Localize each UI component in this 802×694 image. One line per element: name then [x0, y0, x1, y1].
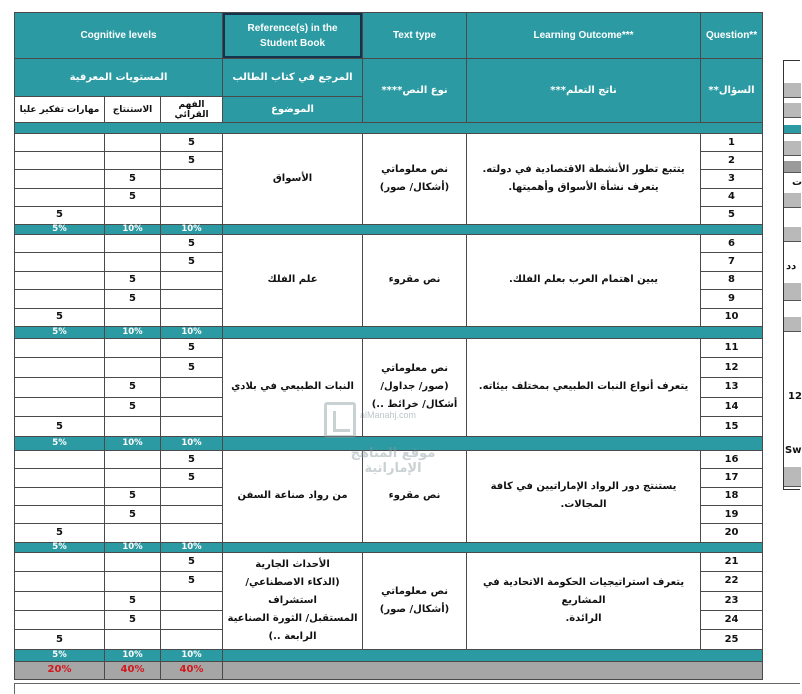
text-type-line: نص مقروء: [388, 274, 441, 286]
text-type-line: أشكال/ خرائط ..): [371, 399, 458, 411]
bottom-note-strip: [14, 683, 800, 694]
header-separator-row: [15, 123, 763, 134]
score-cell: 5: [15, 524, 105, 542]
subtotal-cell: 10%: [161, 649, 223, 661]
score-cell: 5: [105, 170, 161, 188]
adjacent-page-text: 12: [788, 391, 802, 402]
text-type-line: نص مقروء: [388, 490, 441, 502]
score-cell: [15, 358, 105, 378]
subtotal-cell: 10%: [105, 436, 161, 450]
header-cognitive-levels-ar: المستويات المعرفية: [15, 59, 223, 97]
score-cell: [15, 253, 105, 271]
grand-total-cell: 20%: [15, 661, 105, 679]
score-cell: [161, 170, 223, 188]
subtotal-filler: [223, 542, 763, 552]
grand-total-row: [15, 661, 763, 679]
score-cell: [105, 234, 161, 252]
text-type-cell: [363, 450, 467, 542]
table-row: [15, 450, 763, 468]
question-number: 16: [701, 450, 763, 468]
score-cell: [15, 338, 105, 358]
question-number: 3: [701, 170, 763, 188]
score-cell: 5: [161, 450, 223, 468]
level-header-inference: الاستنتاج: [105, 97, 161, 123]
question-number: 14: [701, 397, 763, 417]
topic-line: علم الفلك: [267, 274, 318, 286]
subtotal-cell: 5%: [15, 326, 105, 338]
question-number: 12: [701, 358, 763, 378]
score-cell: 5: [161, 338, 223, 358]
question-number: 11: [701, 338, 763, 358]
learning-outcome-line: يستنتج دور الرواد الإماراتيين في كافة المجالات.: [490, 481, 677, 511]
subtotal-cell: 10%: [105, 542, 161, 552]
subtotal-filler: [223, 326, 763, 338]
score-cell: 5: [105, 188, 161, 206]
score-cell: [105, 338, 161, 358]
question-number: 2: [701, 152, 763, 170]
header-reference-ar: المرجع في كتاب الطالب: [223, 59, 363, 97]
question-number: 13: [701, 378, 763, 398]
table-row: [15, 134, 763, 152]
topic-cell: [223, 450, 363, 542]
question-number: 21: [701, 552, 763, 571]
question-number: 9: [701, 290, 763, 308]
text-type-cell: [363, 338, 467, 436]
score-cell: [105, 469, 161, 487]
question-number: 20: [701, 524, 763, 542]
table-row: [15, 338, 763, 358]
score-cell: [15, 271, 105, 289]
header-cognitive-levels: Cognitive levels: [15, 13, 223, 59]
learning-outcome-cell: [467, 134, 701, 225]
header-reference-line: Reference(s) in the: [247, 22, 338, 34]
adjacent-page-cell: [784, 103, 801, 118]
grand-total-cell: 40%: [105, 661, 161, 679]
header-row-english: [15, 13, 763, 59]
learning-outcome-line: يتتبع تطور الأنشطة الاقتصادية في دولته.: [482, 163, 685, 175]
subtotal-cell: 10%: [161, 326, 223, 338]
subtotal-cell: 10%: [105, 326, 161, 338]
score-cell: [15, 152, 105, 170]
score-cell: [15, 134, 105, 152]
score-cell: 5: [161, 253, 223, 271]
score-cell: [161, 524, 223, 542]
text-type-line: نص معلوماتي: [381, 163, 448, 175]
score-cell: [15, 378, 105, 398]
subtotal-cell: 10%: [161, 542, 223, 552]
score-cell: [161, 610, 223, 629]
score-cell: 5: [161, 358, 223, 378]
subtotal-row: [15, 436, 763, 450]
question-number: 6: [701, 234, 763, 252]
score-cell: [105, 630, 161, 649]
score-cell: 5: [105, 397, 161, 417]
question-number: 1: [701, 134, 763, 152]
score-cell: [161, 271, 223, 289]
score-cell: [105, 450, 161, 468]
score-cell: [161, 308, 223, 326]
score-cell: [161, 487, 223, 505]
subtotal-cell: 10%: [161, 224, 223, 234]
topic-line: النبات الطبيعي في بلادي: [231, 381, 354, 393]
subtotal-cell: 10%: [105, 224, 161, 234]
score-cell: [15, 552, 105, 571]
subtotal-cell: 5%: [15, 436, 105, 450]
learning-outcome-cell: [467, 338, 701, 436]
header-reference: [223, 13, 363, 59]
header-learning-outcome: Learning Outcome***: [467, 13, 701, 59]
adjacent-page-cell: [784, 467, 801, 487]
learning-outcome-line: الرائدة.: [565, 612, 602, 624]
grand-total-cell: 40%: [161, 661, 223, 679]
score-cell: [15, 397, 105, 417]
score-cell: [15, 170, 105, 188]
question-number: 8: [701, 271, 763, 289]
subtotal-filler: [223, 224, 763, 234]
topic-cell: [223, 552, 363, 649]
score-cell: 5: [161, 469, 223, 487]
question-number: 17: [701, 469, 763, 487]
score-cell: [105, 152, 161, 170]
text-type-line: نص معلوماتي: [381, 585, 448, 597]
learning-outcome-line: يتعرف استراتيجيات الحكومة الاتحادية في المشاريع: [482, 576, 685, 606]
header-topic-ar: الموضوع: [223, 97, 363, 123]
score-cell: [105, 417, 161, 437]
score-cell: [161, 630, 223, 649]
header-text-type-ar: نوع النص****: [363, 59, 467, 123]
question-number: 4: [701, 188, 763, 206]
score-cell: [161, 591, 223, 610]
watermark-name: موقع المناهج الإماراتية: [350, 446, 436, 476]
topic-cell: [223, 134, 363, 225]
question-number: 15: [701, 417, 763, 437]
score-cell: 5: [105, 610, 161, 629]
adjacent-page-cell: [784, 83, 801, 98]
learning-outcome-line: يتعرف نشأة الأسواق وأهميتها.: [508, 181, 659, 193]
score-cell: [161, 206, 223, 224]
score-cell: 5: [161, 234, 223, 252]
text-type-line: (أشكال/ صور): [379, 603, 450, 615]
score-cell: [105, 572, 161, 591]
text-type-cell: [363, 552, 467, 649]
score-cell: 5: [105, 290, 161, 308]
score-cell: [105, 308, 161, 326]
score-cell: 5: [161, 572, 223, 591]
score-cell: 5: [105, 506, 161, 524]
watermark-site: alManahj.com: [360, 410, 417, 420]
score-cell: [161, 290, 223, 308]
topic-line: من رواد صناعة السفن: [237, 490, 348, 502]
score-cell: [15, 506, 105, 524]
score-cell: 5: [15, 417, 105, 437]
score-cell: [15, 487, 105, 505]
question-number: 22: [701, 572, 763, 591]
topic-cell: [223, 338, 363, 436]
learning-outcome-cell: [467, 450, 701, 542]
question-number: 19: [701, 506, 763, 524]
score-cell: 5: [161, 152, 223, 170]
topic-line: الأحداث الجارية: [255, 558, 330, 570]
score-cell: 5: [105, 271, 161, 289]
score-cell: [15, 290, 105, 308]
question-number: 25: [701, 630, 763, 649]
level-header-higher-thinking: مهارات تفكير عليا: [15, 97, 105, 123]
learning-outcome-cell: [467, 234, 701, 326]
learning-outcome-line: يبين اهتمام العرب بعلم الفلك.: [508, 274, 659, 286]
level-header-reading-comprehension: الفهم القرائي: [161, 97, 223, 123]
table-row: [15, 552, 763, 571]
score-cell: [105, 358, 161, 378]
specification-table: [14, 12, 763, 680]
score-cell: [105, 524, 161, 542]
learning-outcome-line: يتعرف أنواع النبات الطبيعي بمختلف بيئاته.: [478, 381, 689, 393]
score-cell: 5: [15, 308, 105, 326]
adjacent-page-cell: [784, 317, 801, 332]
score-cell: [105, 206, 161, 224]
topic-cell: [223, 234, 363, 326]
header-question-ar: السؤال**: [701, 59, 763, 123]
subtotal-cell: 5%: [15, 542, 105, 552]
score-cell: [161, 506, 223, 524]
adjacent-page-cell: [784, 193, 801, 208]
header-question: Question**: [701, 13, 763, 59]
subtotal-row: [15, 224, 763, 234]
subtotal-cell: 10%: [161, 436, 223, 450]
subtotal-cell: 5%: [15, 649, 105, 661]
text-type-line: نص معلوماتي: [381, 363, 448, 375]
score-cell: [15, 591, 105, 610]
text-type-line: (صور/ جداول/: [380, 381, 449, 393]
score-cell: [15, 450, 105, 468]
subtotal-filler: [223, 649, 763, 661]
header-row-arabic: [15, 59, 763, 97]
adjacent-page-cell: [784, 227, 801, 242]
score-cell: [161, 417, 223, 437]
subtotal-cell: 10%: [105, 649, 161, 661]
adjacent-page-fragment: [783, 60, 800, 490]
adjacent-page-text: Sw: [785, 445, 802, 456]
score-cell: [161, 188, 223, 206]
specification-table-sheet: [14, 12, 762, 680]
score-cell: [15, 469, 105, 487]
question-number: 18: [701, 487, 763, 505]
text-type-cell: [363, 134, 467, 225]
score-cell: [105, 552, 161, 571]
adjacent-page-cell: [784, 283, 801, 301]
question-number: 7: [701, 253, 763, 271]
score-cell: 5: [15, 630, 105, 649]
subtotal-filler: [223, 436, 763, 450]
score-cell: [15, 188, 105, 206]
topic-line: (الذكاء الاصطناعي/ استشراف: [245, 576, 340, 606]
header-text-type: Text type: [363, 13, 467, 59]
score-cell: [105, 134, 161, 152]
learning-outcome-cell: [467, 552, 701, 649]
topic-line: المستقبل/ الثورة الصناعية: [227, 612, 358, 624]
topic-line: الرابعة ..): [268, 630, 317, 642]
header-learning-outcome-ar: ناتج التعلم***: [467, 59, 701, 123]
score-cell: 5: [161, 552, 223, 571]
adjacent-page-cell: [784, 141, 801, 156]
table-row: [15, 234, 763, 252]
score-cell: 5: [15, 206, 105, 224]
separator-cell: [15, 123, 763, 134]
score-cell: [15, 572, 105, 591]
topic-line: الأسواق: [272, 172, 313, 184]
header-reference-line: Student Book: [260, 37, 326, 49]
adjacent-page-cell: [784, 125, 801, 134]
score-cell: [15, 610, 105, 629]
table-body: [15, 134, 763, 680]
score-cell: 5: [105, 487, 161, 505]
question-number: 5: [701, 206, 763, 224]
score-cell: 5: [105, 378, 161, 398]
text-type-cell: [363, 234, 467, 326]
adjacent-page-cell: [784, 161, 801, 173]
subtotal-cell: 5%: [15, 224, 105, 234]
question-number: 10: [701, 308, 763, 326]
score-cell: [15, 234, 105, 252]
subtotal-row: [15, 326, 763, 338]
question-number: 23: [701, 591, 763, 610]
text-type-line: (أشكال/ صور): [379, 181, 450, 193]
score-cell: 5: [161, 134, 223, 152]
question-number: 24: [701, 610, 763, 629]
score-cell: [105, 253, 161, 271]
subtotal-row: [15, 542, 763, 552]
grand-total-filler: [223, 661, 763, 679]
score-cell: 5: [105, 591, 161, 610]
adjacent-page-text: دد: [786, 261, 797, 272]
score-cell: [161, 397, 223, 417]
score-cell: [161, 378, 223, 398]
adjacent-page-text: ت: [792, 177, 802, 188]
subtotal-row: [15, 649, 763, 661]
